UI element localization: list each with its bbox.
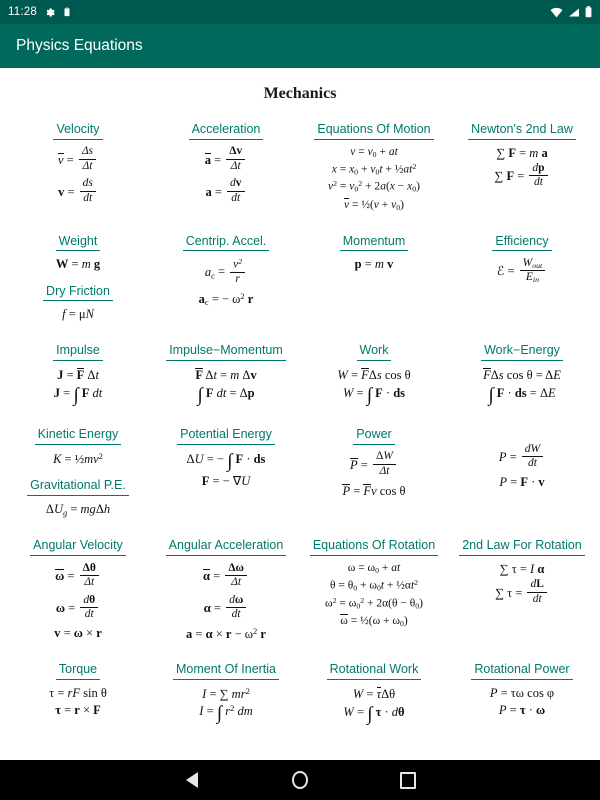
equation-card[interactable] <box>4 653 152 737</box>
equation-body: $\Delta U_g = mg\Delta h$ <box>45 501 111 517</box>
equation-title: Rotational Power <box>471 662 572 680</box>
equation-title: Weight <box>56 234 101 252</box>
equation-card[interactable] <box>448 529 596 653</box>
equation-body: p = m v <box>354 257 394 272</box>
equation-body: f = μN <box>62 307 94 322</box>
equation-title: Equations Of Motion <box>314 122 433 140</box>
equation-body: $a_c$ = $\frac{v^2}{r}$ $a_c$ = − $\omega^2$ r <box>198 257 254 307</box>
equation-body: ∑ τ = I α ∑ τ = $\frac{dL}{dt}$ <box>451 563 593 608</box>
equation-title: Impulse−Momentum <box>166 343 286 361</box>
equation-card[interactable] <box>4 113 152 225</box>
equation-body: J = F Δt J = ∫ F dt <box>53 367 103 406</box>
equation-title: Angular Velocity <box>30 538 126 556</box>
equation-body: F Δt = m Δv ∫ F dt = Δp <box>195 367 257 406</box>
equation-card[interactable] <box>4 529 152 653</box>
equation-card[interactable] <box>448 113 596 225</box>
equation-body: FΔs cos θ = ΔE ∫ F · ds = ΔE <box>483 367 561 406</box>
page-title: Mechanics <box>263 85 337 102</box>
status-bar-right-icons <box>550 6 592 18</box>
home-button[interactable] <box>292 772 308 788</box>
equation-card[interactable] <box>152 529 300 653</box>
equation-title: 2nd Law For Rotation <box>459 538 585 556</box>
equation-body: P = $\frac{\Delta W}{\Delta t}$ P = Fv cos θ <box>342 450 406 498</box>
app-title: Physics Equations <box>16 37 143 54</box>
equation-card[interactable] <box>300 653 448 737</box>
equation-card[interactable] <box>4 334 152 418</box>
equation-title: Moment Of Inertia <box>173 662 279 680</box>
equation-title: Work <box>357 343 392 361</box>
equation-grid <box>0 113 600 738</box>
equation-body: P = τω cos φ P = τ · ω <box>489 686 555 717</box>
equation-card[interactable] <box>300 225 448 334</box>
back-button[interactable] <box>184 772 200 788</box>
equation-card[interactable] <box>4 225 152 334</box>
signal-icon <box>568 7 580 18</box>
equation-title: Torque <box>56 662 100 680</box>
equation-body: ω = $\frac{\Delta\theta}{\Delta t}$ ω = $\frac{d\theta}{dt}$ v = ω × r <box>54 561 102 641</box>
equation-card[interactable] <box>4 418 152 529</box>
equation-card[interactable] <box>448 418 596 529</box>
equation-title: Momentum <box>340 234 409 252</box>
equation-card[interactable] <box>300 418 448 529</box>
equation-title: Newton's 2nd Law <box>468 122 576 140</box>
equation-card[interactable] <box>152 334 300 418</box>
equation-body: a = $\frac{\Delta v}{\Delta t}$ a = $\frac{dv}{dt}$ <box>155 147 297 207</box>
equation-body: W = m g <box>55 257 101 272</box>
equation-title: Dry Friction <box>43 284 113 302</box>
app-bar <box>0 24 600 68</box>
clipboard-icon <box>62 6 72 18</box>
equation-card[interactable] <box>448 225 596 334</box>
equation-title: Gravitational P.E. <box>27 478 129 496</box>
status-bar-left-icons <box>44 6 72 18</box>
equation-title: Velocity <box>53 122 102 140</box>
equation-list-scroll[interactable] <box>0 68 600 760</box>
equation-card[interactable] <box>152 225 300 334</box>
equation-body: v = $\frac{\Delta s}{\Delta t}$ v = $\frac{ds}{dt}$ <box>7 147 149 207</box>
equation-card[interactable] <box>448 334 596 418</box>
equation-card[interactable] <box>300 529 448 653</box>
equation-title: Centrip. Accel. <box>183 234 270 252</box>
gear-icon <box>44 7 55 18</box>
equation-body: $\omega = \omega_0$ + at $\theta = \theta_0 + \omega_0t$ + $\frac{1}{2}\alpha t^2$ $\omega^2 = \omega_0^2 + 2\alpha(\theta - \theta_0)$ ω = ½(ω + $\omega_0$) <box>325 562 423 629</box>
equation-body: α = $\frac{\Delta\omega}{\Delta t}$ α = $\frac{d\omega}{dt}$ $a = \alpha \times r - \omega^2$ r <box>186 561 266 641</box>
equation-body: $K = \frac{1}{2}mv^2$ <box>53 450 103 466</box>
equation-title: Acceleration <box>189 122 264 140</box>
wifi-icon <box>550 7 563 18</box>
equation-body: ℰ = $\frac{W_{out}}{E_{in}}$ <box>451 258 593 286</box>
navigation-bar <box>0 760 600 800</box>
equation-body: W = FΔs cos θ W = ∫ F · ds <box>337 367 411 406</box>
equation-title: Rotational Work <box>327 662 422 680</box>
equation-title: Equations Of Rotation <box>310 538 438 556</box>
recents-button[interactable] <box>400 772 416 788</box>
equation-body: P = $\frac{dW}{dt}$ P = F · v <box>498 442 545 490</box>
equation-title: Efficiency <box>492 234 551 252</box>
equation-title: Kinetic Energy <box>35 427 122 445</box>
equation-body: $v = v_0$ + at $x = x_0 + v_0t$ + $\frac{1}{2}at^2$ $v^2 = v_0^2 + 2a(x - x_0)$ v = ½(v + $v_0$) <box>328 145 420 212</box>
equation-title: Power <box>353 427 394 445</box>
status-bar-clock: 11:28 <box>8 6 37 18</box>
equation-card[interactable] <box>152 653 300 737</box>
equation-card[interactable] <box>300 113 448 225</box>
equation-card[interactable] <box>300 334 448 418</box>
equation-card[interactable] <box>152 113 300 225</box>
equation-body: ∑ F = m a ∑ F = $\frac{dp}{dt}$ <box>494 145 548 189</box>
equation-title: Work−Energy <box>481 343 563 361</box>
equation-card[interactable] <box>152 418 300 529</box>
equation-body: ΔU = − ∫ F · ds F = − ∇U <box>186 450 266 489</box>
equation-body: W = τΔθ W = ∫ τ · dθ <box>343 687 405 726</box>
equation-body: I = ∑ $mr^2$ I = ∫ $r^2$ dm <box>199 686 253 725</box>
battery-icon <box>585 6 592 18</box>
equation-card[interactable] <box>448 653 596 737</box>
equation-title: Angular Acceleration <box>166 538 287 556</box>
equation-title: Potential Energy <box>177 427 275 445</box>
equation-title: Impulse <box>53 343 103 361</box>
equation-body: τ = rF sin θ τ = r × F <box>49 686 107 717</box>
status-bar <box>0 0 600 24</box>
